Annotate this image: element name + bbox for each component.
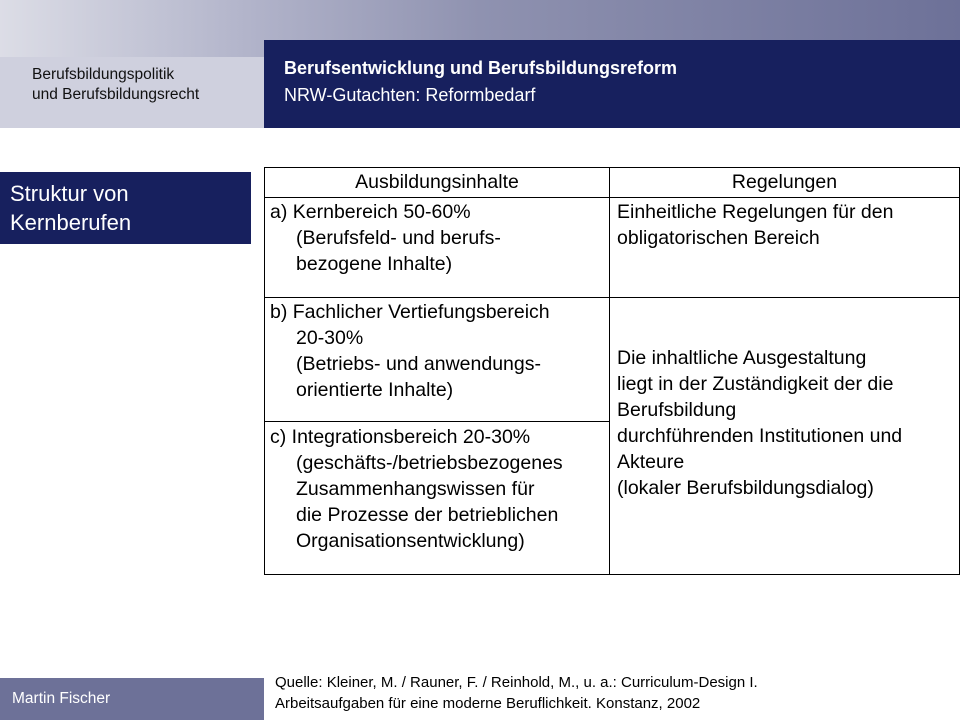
table-header-divider xyxy=(265,197,959,198)
regelung-2-line: durchführenden Institutionen und xyxy=(617,425,903,447)
row-c-line: Organisationsentwicklung) xyxy=(296,530,525,552)
course-label-line2: und Berufsbildungsrecht xyxy=(32,86,200,103)
column-header-ausbildungsinhalte: Ausbildungsinhalte xyxy=(355,171,519,193)
row-b-line: (Betriebs- und anwendungs- xyxy=(296,353,541,375)
regelung-2-line: Berufsbildung xyxy=(617,399,737,421)
row-c-line: c) Integrationsbereich 20-30% xyxy=(270,426,531,448)
regelung-2-line: Die inhaltliche Ausgestaltung xyxy=(617,347,867,369)
row-c-line: Zusammenhangswissen für xyxy=(296,478,535,500)
row-b-line: b) Fachlicher Vertiefungsbereich xyxy=(270,301,550,323)
table-column-divider xyxy=(609,168,610,574)
course-label-line1: Berufsbildungspolitik xyxy=(32,66,175,83)
page-title: Berufsentwicklung und Berufsbildungsreform xyxy=(284,58,678,78)
row-a-content xyxy=(270,199,606,277)
regelung-2-content xyxy=(617,345,957,501)
row-c-content xyxy=(270,424,608,554)
row-b-line: 20-30% xyxy=(296,327,364,349)
source-citation xyxy=(275,672,758,714)
row-a-line: bezogene Inhalte) xyxy=(296,253,453,275)
regelung-2-line: (lokaler Berufsbildungsdialog) xyxy=(617,477,874,499)
row-b-content xyxy=(270,299,606,403)
row-c-line: (geschäfts-/betriebsbezogenes xyxy=(296,452,563,474)
regelung-2-line: Akteure xyxy=(617,451,685,473)
column-header-regelungen: Regelungen xyxy=(731,171,838,193)
page-subtitle: NRW-Gutachten: Reformbedarf xyxy=(284,85,536,105)
row-c-line: die Prozesse der betrieblichen xyxy=(296,504,559,526)
row-a-line: (Berufsfeld- und berufs- xyxy=(296,227,501,249)
structure-table xyxy=(264,167,960,575)
section-label xyxy=(0,172,251,244)
regelung-2-line: liegt in der Zuständigkeit der die xyxy=(617,373,894,395)
course-label-box xyxy=(0,57,264,128)
title-banner xyxy=(264,40,960,128)
regelung-1-line: obligatorischen Bereich xyxy=(617,227,820,249)
table-row-divider xyxy=(265,421,609,422)
section-label-line2: Kernberufen xyxy=(10,210,132,235)
author-label: Martin Fischer xyxy=(0,678,264,720)
source-line2: Arbeitsaufgaben für eine moderne Beruflichkeit. Konstanz, 2002 xyxy=(275,695,701,712)
source-line1: Quelle: Kleiner, M. / Rauner, F. / Reinhold, M., u. a.: Curriculum-Design I. xyxy=(275,674,758,691)
regelung-1-content xyxy=(617,199,957,251)
regelung-1-line: Einheitliche Regelungen für den xyxy=(617,201,894,223)
row-b-line: orientierte Inhalte) xyxy=(296,379,454,401)
row-a-line: a) Kernbereich 50-60% xyxy=(270,201,471,223)
table-row-divider xyxy=(265,297,959,298)
section-label-line1: Struktur von xyxy=(10,181,129,206)
